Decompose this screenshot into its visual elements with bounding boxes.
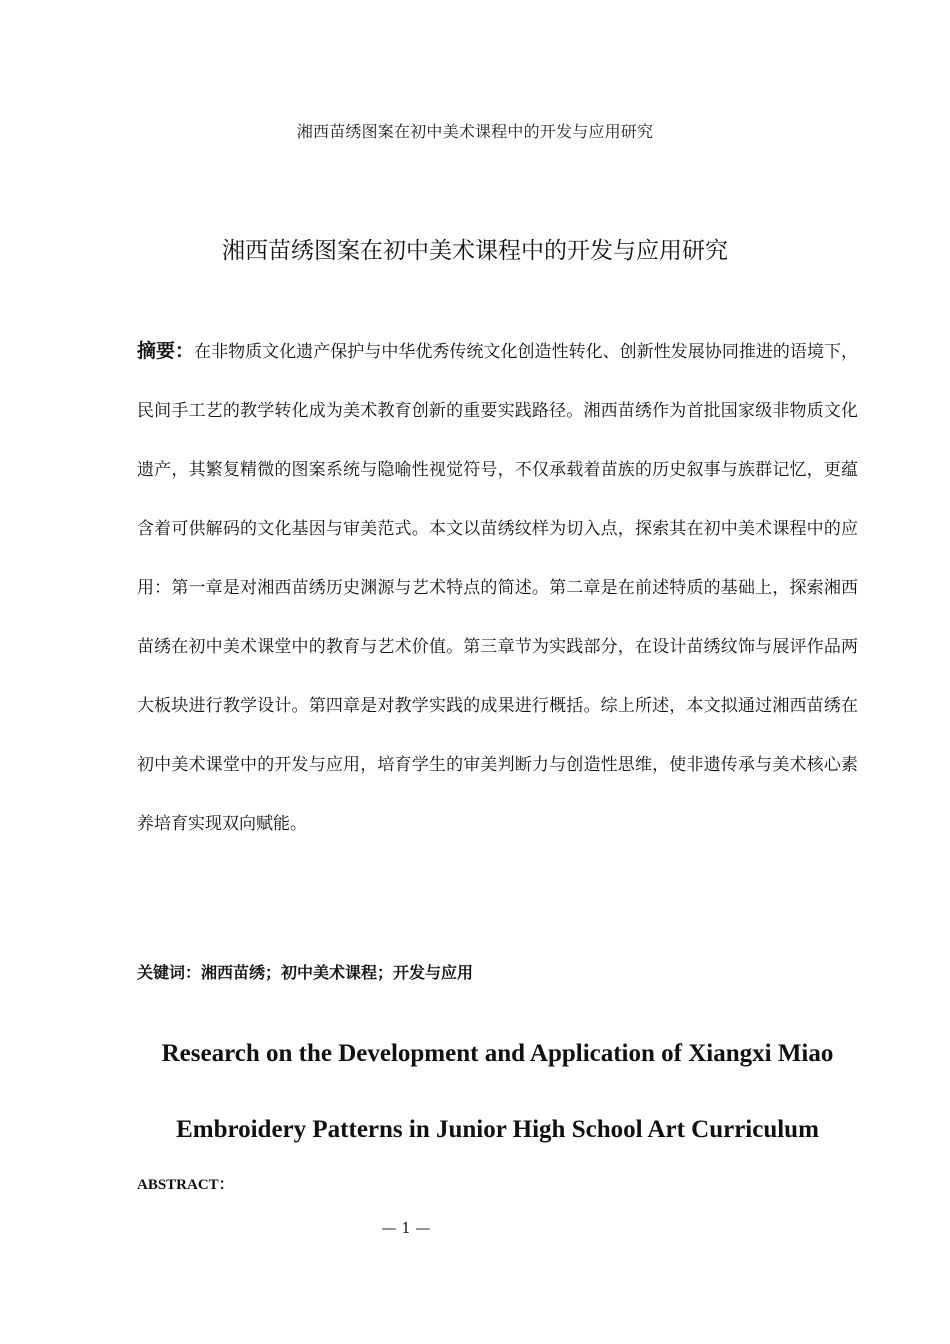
- abstract-paragraph: [137, 322, 858, 854]
- english-title-line-1: Research on the Development and Application of Xiangxi Miao: [161, 1040, 834, 1067]
- page-number: — 1 —: [381, 1219, 431, 1237]
- abstract-label: 摘要：: [137, 340, 195, 362]
- english-abstract-label: ABSTRACT：: [137, 1177, 234, 1193]
- abstract-text: 在非物质文化遗产保护与中华优秀传统文化创造性转化、创新性发展协同推进的语境下，民间手工艺的教学转化成为美术教育创新的重要实践路径。湘西苗绣作为首批国家级非物质文化遗产，其繁复精微的图案系统与隐喻性视觉符号，不仅承载着苗族的历史叙事与族群记忆，更蕴含着可供解码的文化基因与审美范式。本文以苗绣纹样为切入点，探索其在初中美术课程中的应用：第一章是对湘西苗绣历史渊源与艺术特点的简述。第二章是在前述特质的基础上，探索湘西苗绣在初中美术课堂中的教育与艺术价值。第三章节为实践部分，在设计苗绣纹饰与展评作品两大板块进行教学设计。第四章是对教学实践的成果进行概括。综上所述，本文拟通过湘西苗绣在初中美术课堂中的开发与应用，培育学生的审美判断力与创造性思维，使非遗传承与美术核心素养培育实现双向赋能。: [137, 342, 858, 834]
- keywords-line: 关键词：湘西苗绣；初中美术课程；开发与应用: [137, 963, 474, 982]
- english-title-line-2: Embroidery Patterns in Junior High School Art Curriculum: [176, 1116, 819, 1143]
- running-header: 湘西苗绣图案在初中美术课程中的开发与应用研究: [296, 122, 654, 141]
- chinese-title: 湘西苗绣图案在初中美术课程中的开发与应用研究: [222, 238, 728, 264]
